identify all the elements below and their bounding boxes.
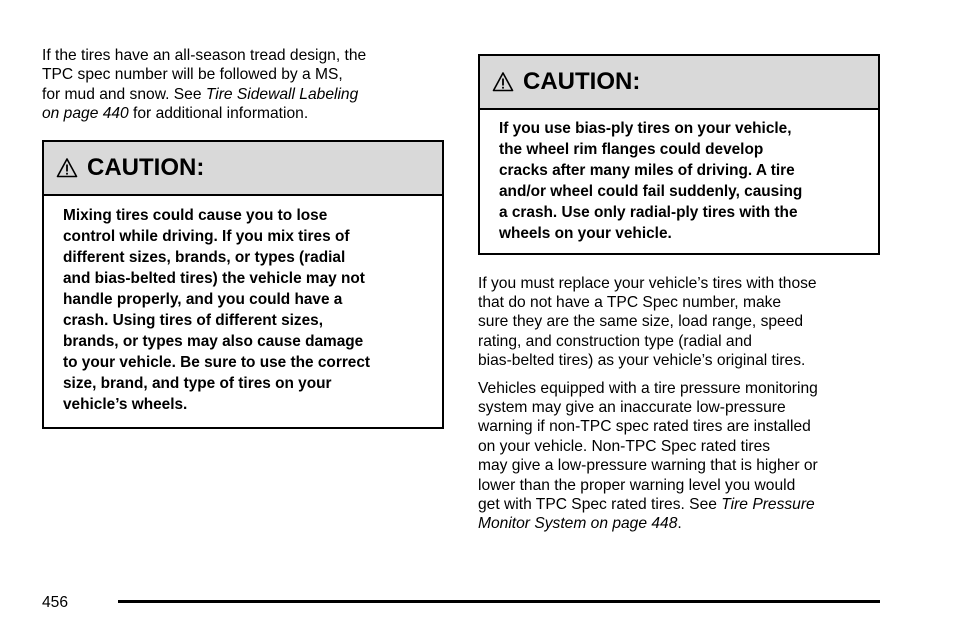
cross-reference-link[interactable]: Monitor System on page 448 (478, 515, 678, 533)
caution-line: cracks after many miles of driving. A tire (499, 162, 795, 180)
caution-line: size, brand, and type of tires on your (63, 375, 332, 393)
caution-line: wheels on your vehicle. (499, 225, 672, 243)
warning-triangle-icon (492, 71, 514, 93)
text-line (478, 495, 880, 514)
left-column (42, 46, 444, 429)
text-line: Vehicles equipped with a tire pressure monitoring (478, 379, 818, 397)
caution-line: Mixing tires could cause you to lose (63, 206, 328, 224)
text-line: TPC spec number will be followed by a MS, (42, 66, 343, 84)
text-line (478, 514, 880, 533)
caution-line: different sizes, brands, or types (radial (63, 248, 346, 266)
replacement-paragraph (478, 274, 880, 371)
caution-header (44, 142, 442, 196)
caution-line: and bias-belted tires) the vehicle may not (63, 269, 365, 287)
caution-body (480, 110, 878, 253)
caution-header (480, 56, 878, 110)
caution-body (44, 196, 442, 427)
text-line: bias-belted tires) as your vehicle’s original tires. (478, 352, 806, 370)
text-line (42, 104, 444, 123)
caution-line: vehicle’s wheels. (63, 396, 188, 414)
caution-line: If you use bias-ply tires on your vehicle, (499, 120, 792, 137)
caution-line: a crash. Use only radial-ply tires with the (499, 204, 798, 222)
text-line: that do not have a TPC Spec number, make (478, 293, 782, 311)
text-line: on your vehicle. Non-TPC Spec rated tires (478, 437, 771, 455)
text-line: lower than the proper warning level you would (478, 476, 796, 494)
text-line: If you must replace your vehicle’s tires with those (478, 274, 817, 292)
text-line: sure they are the same size, load range, speed (478, 313, 804, 331)
text-line: may give a low-pressure warning that is higher or (478, 457, 818, 475)
caution-title: CAUTION: (87, 153, 205, 181)
cross-reference-link[interactable]: Tire Sidewall Labeling (205, 85, 359, 103)
text-line: warning if non-TPC spec rated tires are installed (478, 418, 811, 436)
text-fragment: get with TPC Spec rated tires. See (478, 496, 722, 514)
warning-triangle-icon (56, 157, 78, 179)
intro-paragraph (42, 46, 444, 124)
page-number: 456 (42, 594, 69, 611)
caution-box-mixing-tires (42, 140, 444, 429)
caution-line: to your vehicle. Be sure to use the correct (63, 354, 371, 372)
caution-line: crash. Using tires of different sizes, (63, 312, 324, 330)
text-line (42, 85, 444, 104)
caution-line: brands, or types may also cause damage (63, 333, 364, 351)
caution-line: the wheel rim flanges could develop (499, 141, 764, 159)
caution-line: handle properly, and you could have a (63, 291, 343, 308)
text-line: rating, and construction type (radial and (478, 332, 752, 350)
tpms-paragraph (478, 379, 880, 534)
caution-line: and/or wheel could fail suddenly, causing (499, 183, 803, 201)
footer-divider (118, 600, 880, 603)
caution-line: control while driving. If you mix tires of (63, 227, 350, 245)
cross-reference-link[interactable]: Tire Pressure (721, 496, 815, 514)
text-fragment: for additional information. (128, 105, 309, 123)
caution-title: CAUTION: (523, 68, 641, 95)
text-line: system may give an inaccurate low-pressure (478, 399, 786, 416)
text-fragment: for mud and snow. See (42, 85, 206, 103)
caution-box-bias-ply (478, 54, 880, 255)
cross-reference-link[interactable]: on page 440 (42, 105, 129, 123)
text-line: If the tires have an all-season tread design, the (42, 47, 367, 64)
text-fragment: . (677, 515, 682, 533)
right-column (478, 54, 880, 542)
